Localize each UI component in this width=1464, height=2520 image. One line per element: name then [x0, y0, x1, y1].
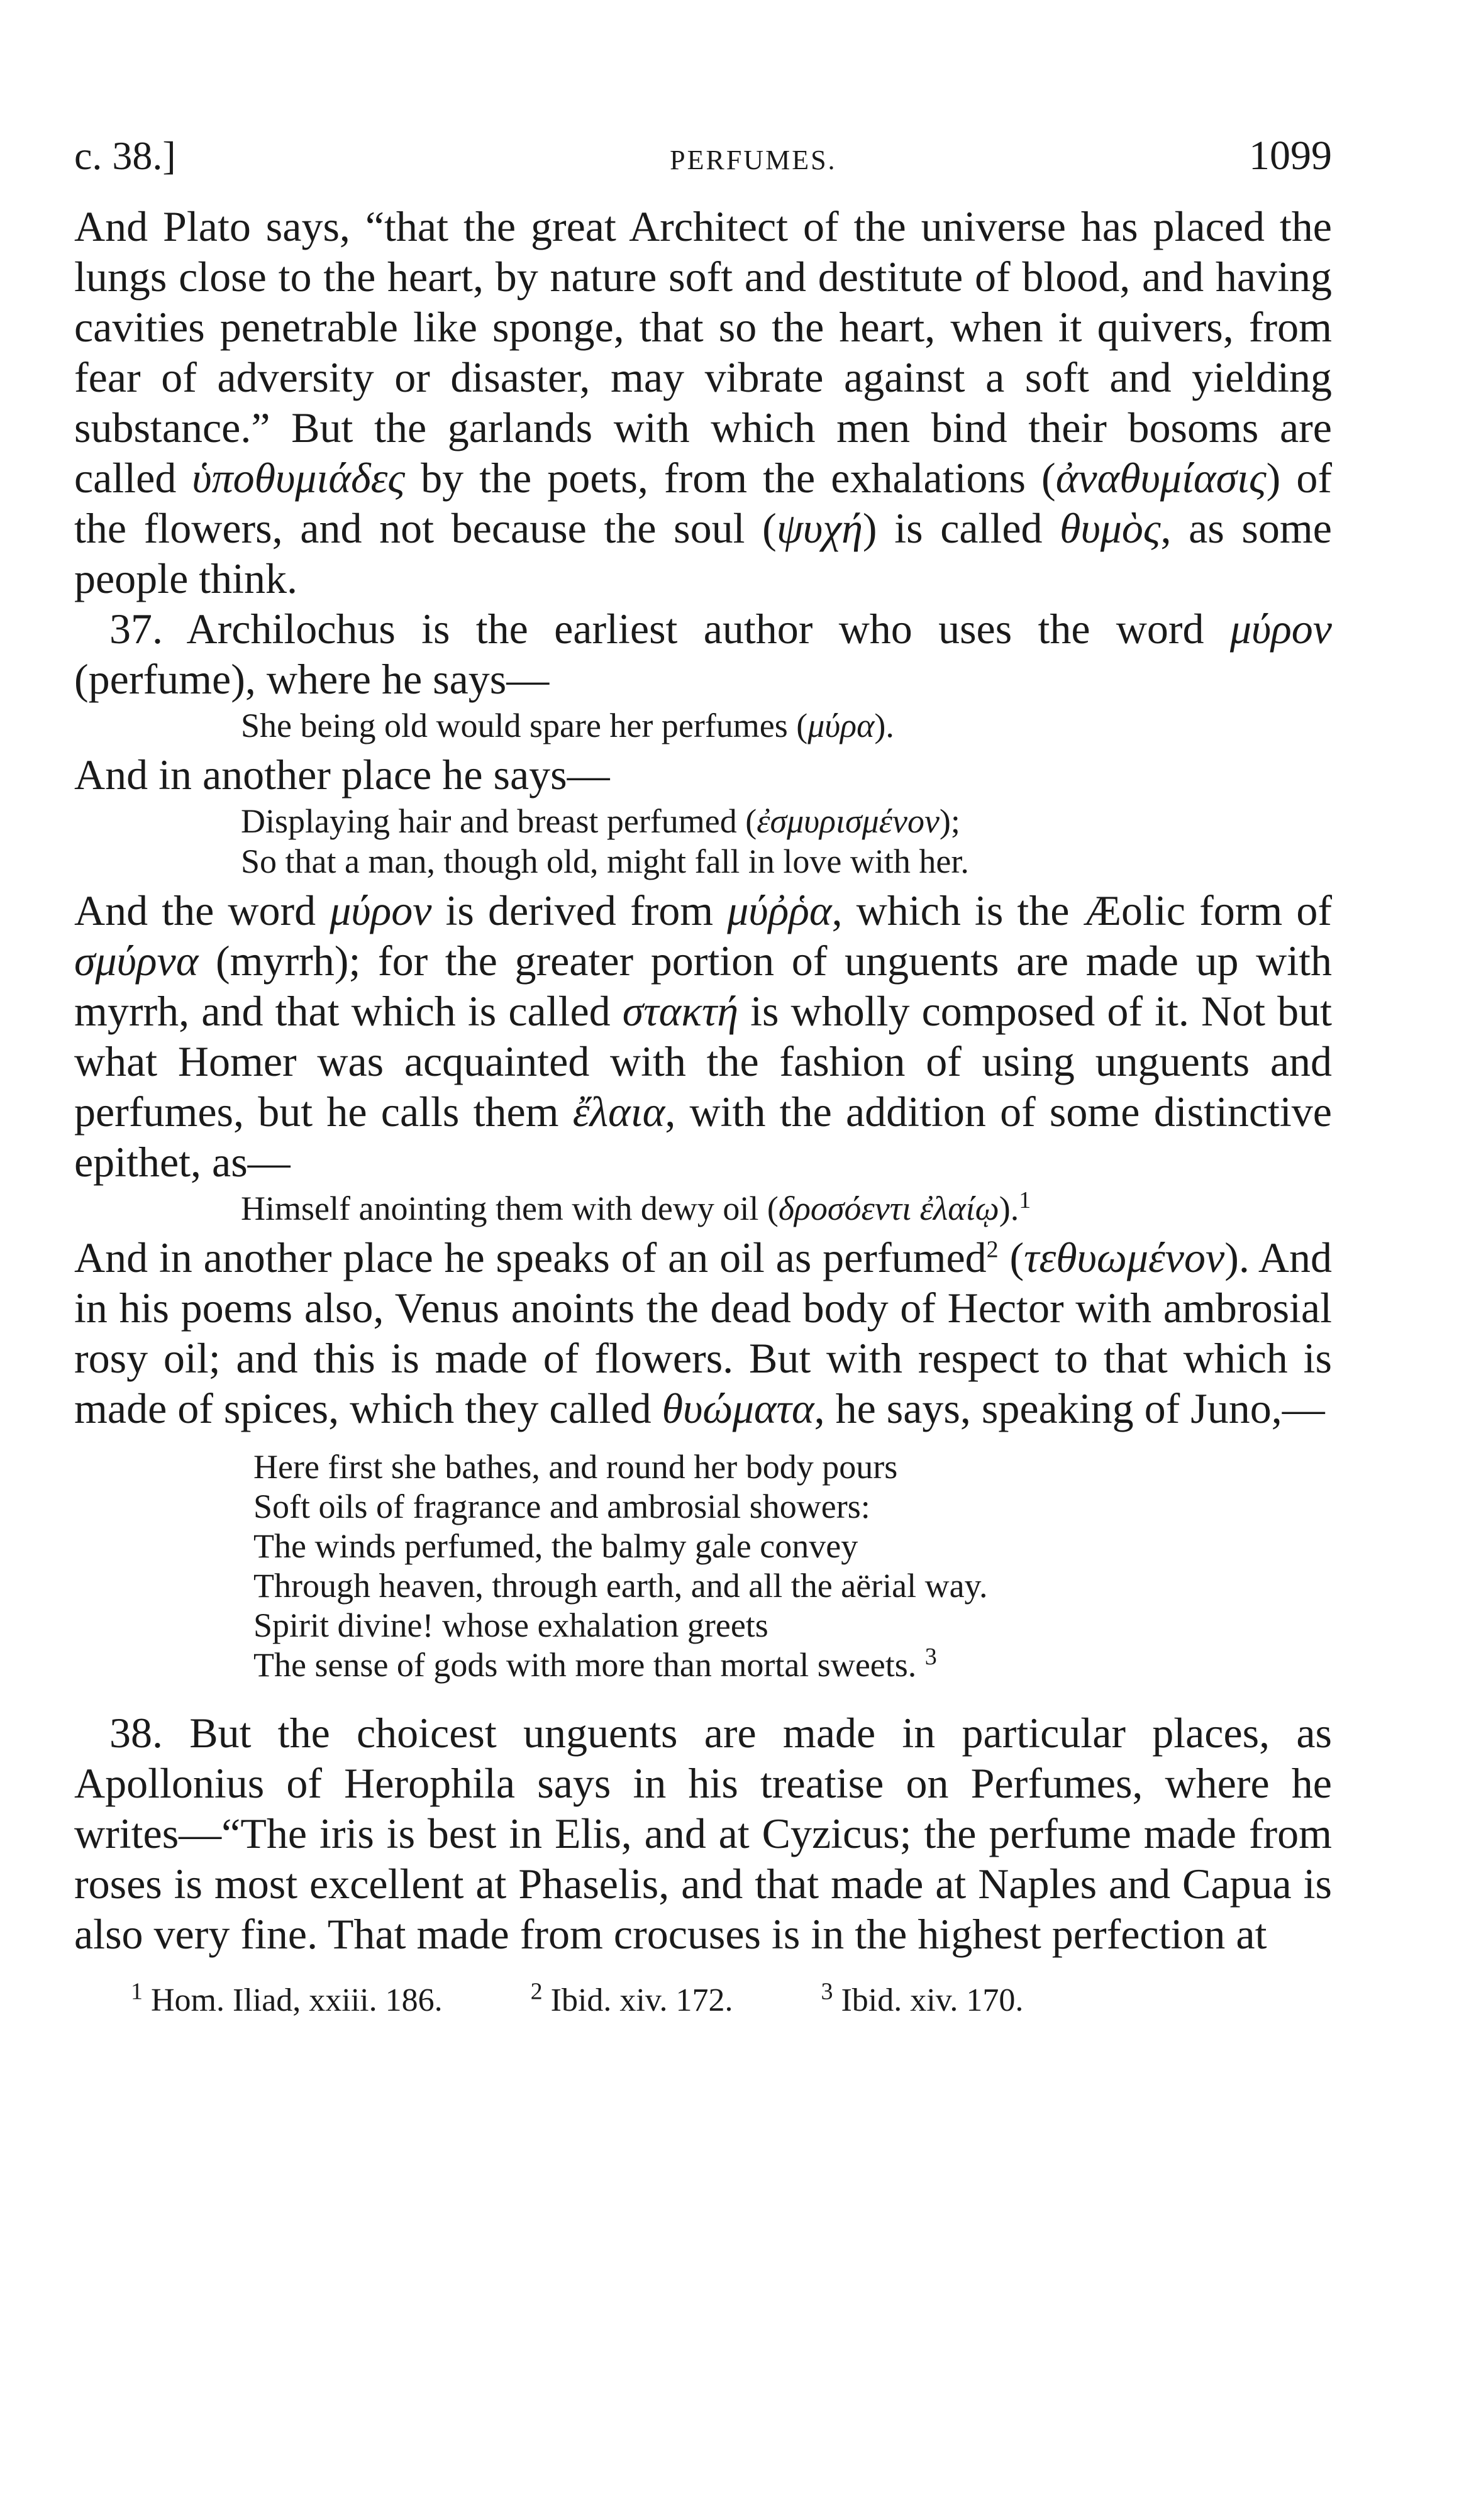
greek-word: δροσόεντι ἐλαίῳ [778, 1190, 999, 1227]
text-run: ( [998, 1234, 1024, 1281]
poem-juno [253, 1447, 1332, 1685]
text-run: She being old would spare her perfumes ( [241, 707, 808, 744]
greek-word: μύῤῥα [727, 887, 832, 934]
greek-word: στακτή [622, 987, 739, 1035]
poem-line [253, 1645, 1332, 1685]
text-run: Himself anointing them with dewy oil ( [241, 1190, 779, 1227]
text-run: And Plato says, “that the great Architect of the universe has placed the lungs close to the heart, by nature soft and destitute of blood, and having cavities penetrable like sponge, that so the heart, when it quivers, from fear of adversity or disaster, may vibrate against a soft and yielding substance.” But the garlands with which men bind their bosoms are called [74, 202, 1332, 502]
paragraph-another-place: And in another place he says— [74, 751, 610, 799]
footnote-number: 3 [821, 1978, 833, 2005]
footnote-3 [821, 1978, 1024, 2019]
greek-word: ἔλαια [572, 1088, 665, 1136]
footnote-number: 2 [530, 1978, 543, 2005]
paragraph-choicest-unguents: 38. But the choicest unguents are made in particular places, as Apollonius of Herophila says in his treatise on Perfumes, where he writes—“The iris is best in Elis, and at Cyzicus; the perfume made from roses is most excellent at Phaselis, and that made at Naples and Capua is also very fine. That made from crocuses is in the highest perfection at [74, 1709, 1332, 1958]
running-title: PERFUMES. [670, 145, 837, 175]
text-run: ); [939, 802, 960, 840]
verse-line: So that a man, though old, might fall in love with her. [241, 843, 969, 880]
text-run: (perfume), where he says— [74, 655, 550, 703]
text-run: is wholly composed of it. Not but what Homer was acquainted with the fashion of using unguents and perfumes, but he calls them [74, 987, 1332, 1136]
greek-word: ἀναθυμίασις [1055, 454, 1267, 502]
chapter-reference: c. 38.] [74, 133, 176, 178]
paragraph-perfumed-oil [74, 1232, 1332, 1434]
text-run: The sense of gods with more than mortal sweets. [253, 1646, 917, 1684]
text-run: , as some people think. [74, 504, 1332, 602]
paragraph-myron-derivation [74, 885, 1332, 1187]
greek-word: ψυχή [776, 504, 863, 552]
footnote-number: 1 [131, 1978, 143, 2005]
footnote-2 [530, 1978, 733, 2019]
text-run: , he says, speaking of Juno,— [814, 1384, 1325, 1432]
verse-line [241, 801, 1332, 841]
running-header [74, 132, 1332, 201]
text-run: And the word [74, 887, 330, 934]
greek-word: μύρον [1229, 605, 1332, 653]
poem-line: The winds perfumed, the balmy gale convey [253, 1527, 858, 1565]
text-run: , with the addition of some distinctive epithet, as— [74, 1088, 1332, 1186]
greek-word: σμύρνα [74, 937, 199, 985]
page-number: 1099 [1248, 133, 1332, 179]
text-run: by the poets, from the exhalations ( [405, 454, 1056, 502]
footnote-marker: 2 [986, 1236, 999, 1263]
poem-line: Through heaven, through earth, and all the aërial way. [253, 1567, 988, 1605]
text-run: , which is the Æolic form of [831, 887, 1333, 934]
text-run: And in another place he speaks of an oil as perfumed [74, 1234, 987, 1281]
poem-line: Spirit divine! whose exhalation greets [253, 1606, 768, 1644]
footnotes [74, 1978, 1332, 2019]
text-run: 37. Archilochus is the earliest author who uses the word [109, 605, 1230, 653]
text-run: Displaying hair and breast perfumed ( [241, 802, 757, 840]
greek-word: τεθυωμένον [1024, 1234, 1225, 1281]
text-run: ). [874, 707, 894, 744]
footnote-text: Hom. Iliad, xxiii. 186. [143, 1982, 443, 2018]
paragraph-archilochus [74, 604, 1332, 704]
greek-word: μύρα [807, 707, 875, 744]
footnote-1 [131, 1978, 443, 2019]
book-page [74, 132, 1332, 2019]
greek-word: ἐσμυρισμένον [757, 802, 940, 840]
verse-quote-3 [241, 1188, 1332, 1229]
greek-word: θυμὸς [1060, 504, 1161, 552]
text-run: ) is called [862, 504, 1060, 552]
text-run: ). [999, 1190, 1019, 1227]
footnote-text: Ibid. xiv. 170. [833, 1982, 1024, 2018]
paragraph-plato [74, 201, 1332, 604]
text-run: (myrrh); for the greater portion of unguents are made up with myrrh, and that which is called [74, 937, 1332, 1035]
footnote-text: Ibid. xiv. 172. [542, 1982, 733, 2018]
text-run: is derived from [431, 887, 728, 934]
greek-word: ὑποθυμιάδες [192, 454, 406, 502]
verse-line [241, 1188, 1332, 1229]
greek-word: μύρον [330, 887, 432, 934]
greek-word: θυώματα [662, 1384, 814, 1432]
verse-line [241, 705, 1332, 746]
footnote-marker: 3 [924, 1644, 937, 1670]
footnote-marker: 1 [1019, 1187, 1031, 1213]
verse-quote-2 [241, 801, 1332, 881]
verse-quote-1 [241, 705, 1332, 746]
poem-line: Soft oils of fragrance and ambrosial showers: [253, 1488, 870, 1525]
text-run: ) of the flowers, and not because the soul ( [74, 454, 1332, 552]
text-run: ). And in his poems also, Venus anoints the dead body of Hector with ambrosial rosy oil; and this is made of flowers. But with respect to that which is made of spices, which they called [74, 1234, 1332, 1432]
poem-line: Here first she bathes, and round her body pours [253, 1448, 898, 1486]
